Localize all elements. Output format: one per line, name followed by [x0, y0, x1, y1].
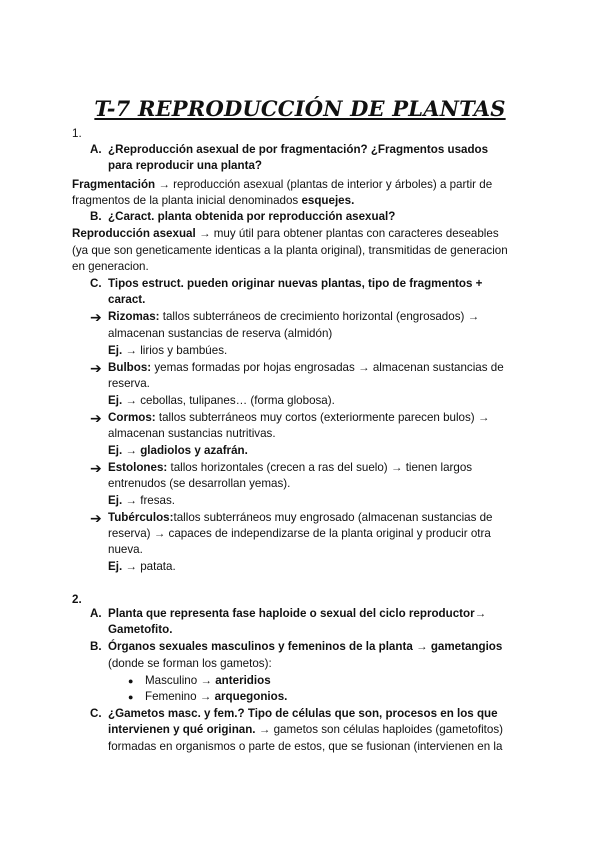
section-number-2: 2.: [72, 593, 82, 606]
example-label: Ej.: [108, 394, 123, 407]
arrow-bullet-icon: ➔: [90, 309, 102, 325]
estolones-line2: entrenudos (se desarrollan yemas).: [108, 477, 291, 490]
term-arquegonios: arquegonios.: [214, 690, 288, 703]
term-tuberculos: Tubérculos:: [108, 511, 174, 524]
term-cormos: Cormos:: [108, 411, 156, 424]
question-1a-line1: ¿Reproducción asexual de por fragmentación? ¿Fragmentos usados: [108, 143, 489, 156]
question-2b-line2: (donde se forman los gametos):: [108, 657, 272, 670]
answer-text: → reproducción asexual (plantas de interior y árboles) a partir de: [155, 178, 493, 191]
question-2a-line1: Planta que representa fase haploide o sexual del ciclo reproductor→: [108, 607, 487, 620]
bulbos-line1: [108, 360, 504, 376]
answer-reproduccion-asexual-line3: en generacion.: [72, 260, 149, 273]
term-gametangios: gametangios: [430, 640, 503, 653]
answer-text: → muy útil para obtener plantas con caracteres deseables: [195, 227, 499, 240]
answer-fragmentacion-line2: [72, 193, 354, 209]
question-1c-line2: caract.: [108, 293, 146, 306]
example-text: → fresas.: [122, 494, 176, 507]
question-2a-line2: Gametofito.: [108, 623, 173, 636]
rizomas-line2: almacenan sustancias de reserva (almidón): [108, 327, 333, 340]
example-label: Ej.: [108, 344, 123, 357]
bullet-icon: ●: [128, 692, 134, 702]
question-2c-line1: ¿Gametos masc. y fem.? Tipo de células que son, procesos en los que: [108, 707, 498, 720]
tuberculos-line3: nueva.: [108, 543, 143, 556]
term-anteridios: anteridios: [215, 674, 271, 687]
example-label: Ej.: [108, 494, 123, 507]
term-fragmentacion: Fragmentación: [72, 178, 156, 191]
answer-reproduccion-asexual-line2: (ya que son geneticamente identicas a la planta original), transmitidas de generacion: [72, 244, 508, 257]
rizomas-line1: [108, 309, 479, 325]
cormos-line2: almacenan sustancias nutritivas.: [108, 427, 276, 440]
term-esquejes: esquejes.: [301, 194, 355, 207]
item-label-2c: C.: [90, 707, 102, 720]
page-title: T-7 REPRODUCCIÓN DE PLANTAS: [94, 96, 506, 121]
term-bulbos: Bulbos:: [108, 361, 152, 374]
item-label-1b: B.: [90, 210, 102, 223]
question-2b-line1: [108, 639, 502, 655]
rizomas-example: [108, 343, 227, 359]
answer-text: → gametos son células haploides (gametofitos): [255, 723, 503, 736]
cormos-example: [108, 443, 248, 459]
answer-text: fragmentos de la planta inicial denominados: [72, 194, 302, 207]
arrow-bullet-icon: ➔: [90, 410, 102, 426]
answer-reproduccion-asexual-line1: [72, 226, 499, 242]
tuberculos-line1: [108, 510, 493, 526]
tuberculos-line2: reserva) → capaces de independizarse de la planta original y producir otra: [108, 527, 491, 540]
example-label: Ej.: [108, 560, 123, 573]
question-text: Órganos sexuales masculinos y femeninos de la planta: [108, 640, 413, 653]
list-item-masculino: [145, 673, 271, 689]
bulbos-line2: reserva.: [108, 377, 150, 390]
example-label: Ej.: [108, 444, 123, 457]
bullet-icon: ●: [128, 676, 134, 686]
estolones-line1: [108, 460, 472, 476]
example-text: → gladiolos y azafrán.: [122, 444, 248, 457]
item-label-2b: B.: [90, 640, 102, 653]
example-text: → lirios y bambúes.: [122, 344, 228, 357]
term-rizomas: Rizomas:: [108, 310, 160, 323]
item-label-1c: C.: [90, 277, 102, 290]
answer-text: tallos horizontales (crecen a ras del suelo) → tienen largos: [167, 461, 473, 474]
item-label-2a: A.: [90, 607, 102, 620]
list-text: Femenino →: [145, 690, 215, 703]
question-1a-line2: para reproducir una planta?: [108, 159, 262, 172]
question-text: intervienen y qué originan.: [108, 723, 256, 736]
term-reproduccion-asexual: Reproducción asexual: [72, 227, 196, 240]
question-1c-line1: Tipos estruct. pueden originar nuevas plantas, tipo de fragmentos +: [108, 277, 483, 290]
answer-text: tallos subterráneos de crecimiento horizontal (engrosados) →: [159, 310, 480, 323]
example-text: → cebollas, tulipanes… (forma globosa).: [122, 394, 335, 407]
example-text: → patata.: [122, 560, 176, 573]
tuberculos-example: [108, 559, 176, 575]
section-number-1: 1.: [72, 127, 82, 140]
question-1b: ¿Caract. planta obtenida por reproducción asexual?: [108, 210, 396, 223]
arrow-text: →: [412, 640, 431, 653]
question-2c-line2: [108, 722, 503, 738]
arrow-bullet-icon: ➔: [90, 460, 102, 476]
answer-text: tallos subterráneos muy cortos (exteriormente parecen bulos) →: [155, 411, 490, 424]
answer-text: tallos subterráneos muy engrosado (almacenan sustancias de: [173, 511, 493, 524]
answer-text: yemas formadas por hojas engrosadas → almacenan sustancias de: [151, 361, 504, 374]
term-estolones: Estolones:: [108, 461, 168, 474]
arrow-bullet-icon: ➔: [90, 360, 102, 376]
item-label-1a: A.: [90, 143, 102, 156]
list-item-femenino: [145, 689, 287, 705]
arrow-bullet-icon: ➔: [90, 510, 102, 526]
cormos-line1: [108, 410, 489, 426]
estolones-example: [108, 493, 175, 509]
list-text: Masculino →: [145, 674, 216, 687]
answer-fragmentacion-line1: [72, 177, 492, 193]
bulbos-example: [108, 393, 335, 409]
question-2c-line3: formadas en organismos o parte de estos, que se fusionan (intervienen en la: [108, 740, 503, 753]
